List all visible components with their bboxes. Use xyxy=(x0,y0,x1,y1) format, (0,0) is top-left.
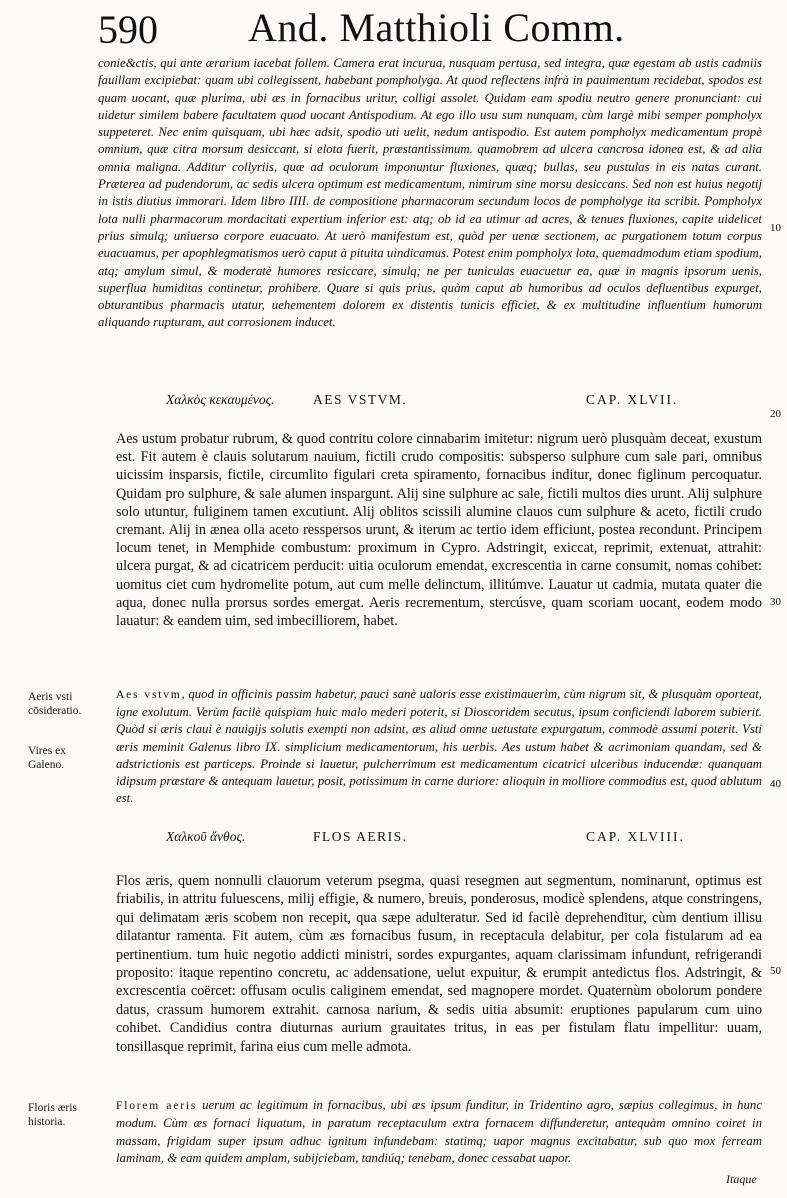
page-number: 590 xyxy=(98,7,158,52)
chapter-latin-title: AES VSTVM. xyxy=(313,392,408,407)
line-number: 10 xyxy=(770,222,781,234)
chapter-heading-47 xyxy=(98,392,762,412)
chapter-number: CAP. XLVIII. xyxy=(586,829,685,844)
chapter-greek-title: Χαλκοῦ ἄνθος. xyxy=(166,829,246,844)
line-number: 50 xyxy=(770,965,781,977)
line-number: 30 xyxy=(770,596,781,608)
catchword: Itaque xyxy=(726,1172,757,1186)
commentary-text: , quod in officinis passim habetur, pauci sanè ualoris esse existimauerim, cùm nigrum sit, & plusquàm oporteat, igne exolutum. Verùm facilè quispiam huic malo mederi poterit, si Dioscoridem secutus, ipsum conficiendi laborem subierit. Quòd si æris claui è nauigijs solutis exempti non adsint, æs aliud omne uetustate expurgatum, commodè assumi poterit. Vsti æris meminit Galenus libro IX. simplicium medicamentorum, his uerbis. Aes ustum habet & acrimoniam quandam, sed & adstrictionis est particeps. Proinde si lauetur, pulcherrimum est medicamentum cicatrici ulceribus inducendæ: quanquam idipsum præstare & antequam lauetur, posit, potissimum in carne duriore: alioquin in molliore commodius est, quod ablutum est. xyxy=(116,687,763,806)
margin-note: Aeris vsti cōsideratio. xyxy=(28,691,82,717)
chapter-greek-title: Χαλκὸς κεκαυμένος. xyxy=(166,392,275,407)
commentary-paragraph xyxy=(116,686,762,807)
commentary-paragraph: conie&ctis, qui ante ærarium iacebat follem. Camera erat incurua, nusquam pertusa, sed integra, quæ egestam ab ustis cadmiis fauillam excipiebat: quam ubi collegissent, habebant pompholyga. At quod reflectens infrà in pauimentum recidebat, spodos est quam uocant, quæ plurima, ubi æs in fornacibus uritur, colligi assolet. Quidam eam spodiu neutro genere pronunciant: cui uidetur similem babere facultatem quod uocant Antispodium. At ego illo usu sum nunquam, cùm largè mibi semper pompholyx suppeteret. Nec enim quisquam, ubi hæc adsit, spodio uti uelit, nedum antispodio. Est autem pompholyx medicamentum propè omnium, quæ citra morsum desiccant, si elota fuerit, præstantissimum. quamobrem ad ulcera cancrosa idonea est, & ad alia omnia maligna. Additur collyriis, quæ ad oculorum imponuntur fluxiones, quæq; bullas, seu pustulas in eis natas curant. Præterea ad pudendorum, ac sedis ulcera optimum est medicamentum, nimirum sine morsu desiccans. Sed non est huius negotij in istis diutius immorari. Idem libro IIII. de compositione pharmacorum secundum locos de pompholyge ita scribit. Pompholyx lota nulli pharmacorum mordacitati expertium inferior est: atq; ob id ea utimur ad acres, & tenues fluxiones, capite uidelicet prius simulq; uniuerso corpore euacuato. At uerò manifestum est, quòd per uenæ sectionem, ac purgationem totum corpus euacuamus, per apophlegmatismos uerò caput à pituita uindicamus. Potest enim pompholyx lota, quemadmodum etiam spodium, atq; amylum simul, & moderatè humores resiccare, simulq; ne per tuniculas euacuetur ea, quæ in magnis ipsorum uenis, superflua humiditas continetur, prohibere. Quare si quis prius, quàm caput ab humoribus ad oculos defluentibus expurget, obturantibus pharmacis utatur, uehementem dolorem ex distentis tunicis efficiet, & ex multitudine influentium humorum aliquando rupturam, aut corrosionem inducet. xyxy=(98,56,762,330)
dioscorides-text-paragraph: Aes ustum probatur rubrum, & quod contritu colore cinnabarim imitetur: nigrum uerò plusquàm deceat, exustum est. Fit autem è clauis solutarum nauium, fictili crudo compositis: subsperso sulphure cum sale pari, omnibus uicissim insparsis, fictile, circumlito figulari creta spiramento, fornacibus inditur, donec figlinum percoquatur. Quidam pro sulphure, & sale alumen inspargunt. Alij sine sulphure ac sale, fictili multos dies urunt. Alij sulphure solo utuntur, fuliginem tamen excutiunt. Alij oblitos scissili alumine clauos cum sulphure & aceto, fictili crudo cremant. Alij in ænea olla aceto resspersos urunt, & iterum ac tertio idem efficiunt, postea recondunt. Principem locum tenet, in Memphide combustum: proximum in Cypro. Adstringit, exiccat, reprimit, extenuat, attrahit: ulcera purgat, & ad cicatricem perducit: uitia oculorum emendat, excrescentia in carne consumit, nomas cohibet: uomitus ciet cum hydromelite potum, aut cum melle delinctum, illitúmve. Lauatur ut cadmia, mutata quater die aqua, donec nulla prorsus sordes emergat. Aeris recrementum, stercúsve, quam scoriam uocant, eodem modo lauatur: & eandem uim, sed imbecilliorem, habet. xyxy=(116,431,762,630)
commentary-paragraph xyxy=(116,1097,762,1167)
margin-note: Vires ex Galeno. xyxy=(28,745,66,771)
commentary-text: uerum ac legitimum in fornacibus, ubi æs ipsum funditur, in Tridentino agro, sæpius collegimus, in hunc modum. Cùm æs fornaci liquatum, in paratum receptaculum extra fornacem diffunderetur, antequàm omnino coiret in massam, frigidam super ipsum adhuc ignitum infundebam: statimq; uapor magnus excitabatur, sub quo mox ferream laminam, & eam quidem amplam, subijciebam, tandiúq; tenebam, donec cessabat uapor. xyxy=(116,1098,763,1165)
margin-note: Floris æris historia. xyxy=(28,1102,77,1128)
chapter-number: CAP. XLVII. xyxy=(586,392,679,407)
chapter-heading-48 xyxy=(98,829,762,849)
line-number: 40 xyxy=(770,778,781,790)
dioscorides-text-paragraph: Flos æris, quem nonnulli clauorum veterum psegma, quasi resegmen aut segmentum, nominarunt, optimus est friabilis, in attritu fuluescens, milij effigie, & numero, breuis, ponderosus, modicè splendens, atque constringens, qui delimatam æris scobem non recepit, qua sæpe adulteratur. Sed id facilè deprehenditur, cùm dentium illisu dilatantur ramenta. Fit autem, cùm æs fornacibus fusum, in receptacula delabitur, per cola fistularum ad ea pertinentium. tum huic negotio addicti ministri, sordes expurgantes, aquam clarissimam infundunt, refrigerandi proposito: itaque repentino concretu, ac addensatione, uelut expuitur, & erumpit antedictus flos. Adstringit, & excrescentia coërcet: offusam oculis caliginem emendat, sed magnopere mordet. Quaternùm obolorum pondere datus, crassum humorem extrahit. carnosa narium, & sedis uitia absumit: eruptiones papularum cum uino cohibet. Candidius contra diuturnas aurium grauitates tritus, in eas per fistulam flatu impellitur: uuam, tonsillasque reprimit, farina eius cum melle admota. xyxy=(116,873,762,1055)
commentary-lead-word: Florem aeris xyxy=(116,1100,198,1112)
running-head: And. Matthioli Comm. xyxy=(248,5,625,50)
chapter-latin-title: FLOS AERIS. xyxy=(313,829,408,844)
line-number: 20 xyxy=(770,408,781,420)
commentary-lead-word: Aes vstvm xyxy=(116,689,182,701)
